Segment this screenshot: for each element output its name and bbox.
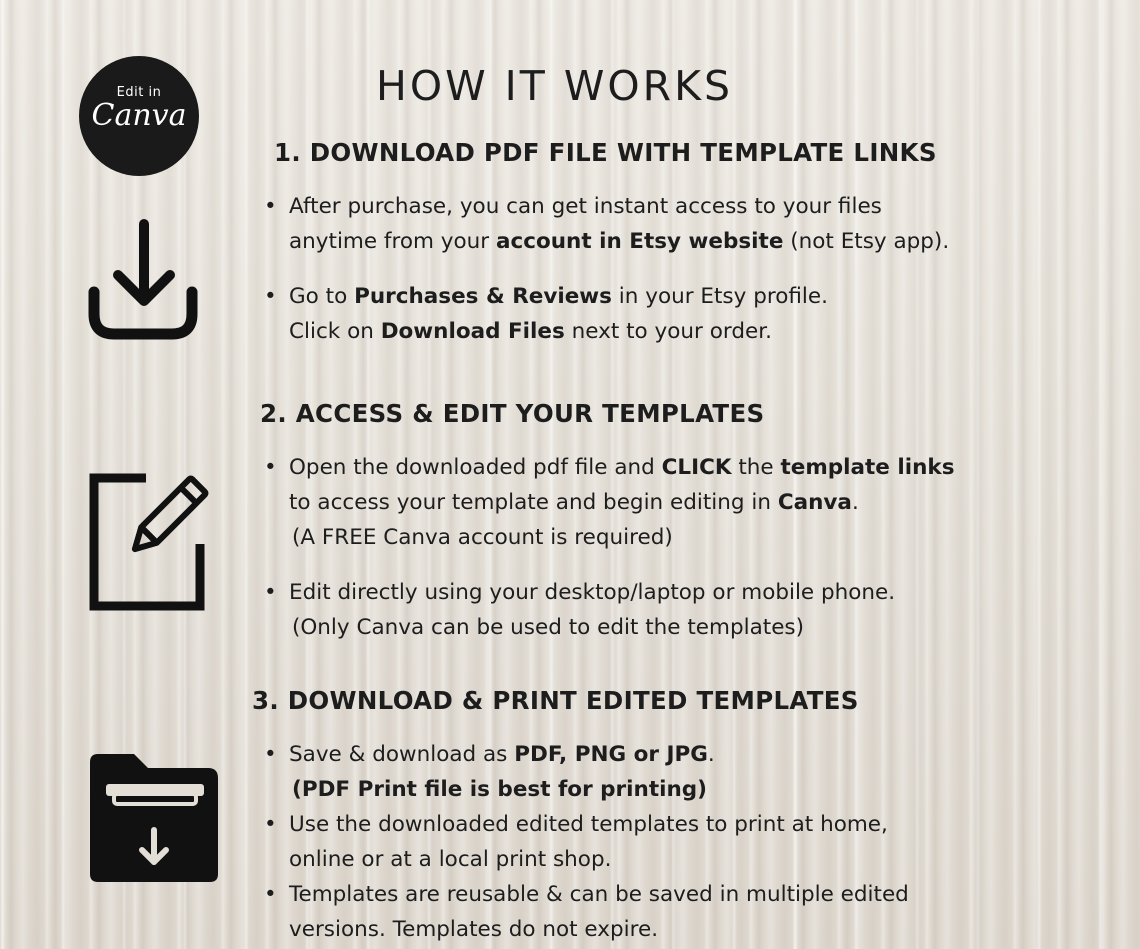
- bullet-line: Templates are reusable & can be saved in multiple edited: [289, 882, 909, 907]
- bullet-line: (A FREE Canva account is required): [292, 525, 673, 550]
- bullet-line: Open the downloaded pdf file and CLICK the template links: [289, 455, 955, 480]
- folder-download-icon: [88, 750, 222, 886]
- section-2-heading: 2. ACCESS & EDIT YOUR TEMPLATES: [260, 399, 765, 428]
- bullet-line: Click on Download Files next to your order.: [289, 319, 772, 344]
- bullet-line: (PDF Print file is best for printing): [292, 777, 708, 802]
- section-1-heading: 1. DOWNLOAD PDF FILE WITH TEMPLATE LINKS: [274, 138, 937, 167]
- bullet-line: After purchase, you can get instant access to your files: [289, 194, 882, 219]
- list-item: • Go to Purchases & Reviews in your Etsy profile. Click on Download Files next to your order.: [262, 279, 949, 349]
- section-3-bullets: [262, 737, 909, 947]
- list-item: • Open the downloaded pdf file and CLICK the template links to access your template and begin editing in Canva. (A FREE Canva account is required): [262, 450, 955, 555]
- bullet-line: to access your template and begin editing in Canva.: [289, 490, 859, 515]
- edit-icon: [86, 470, 210, 616]
- logo-line1: Edit in: [116, 85, 162, 100]
- list-item: • After purchase, you can get instant access to your files anytime from your account in Etsy website (not Etsy app).: [262, 189, 949, 259]
- section-1-bullets: [262, 189, 949, 349]
- section-2-bullets: [262, 450, 955, 645]
- bullet-line: (Only Canva can be used to edit the templates): [292, 615, 805, 640]
- list-item: • Save & download as PDF, PNG or JPG. (PDF Print file is best for printing): [262, 737, 909, 807]
- list-item: • Edit directly using your desktop/laptop or mobile phone. (Only Canva can be used to edit the templates): [262, 575, 955, 645]
- list-item: • Templates are reusable & can be saved in multiple edited versions. Templates do not expire.: [262, 877, 909, 947]
- bullet-line: Go to Purchases & Reviews in your Etsy profile.: [289, 284, 828, 309]
- logo-line2: Canva: [91, 98, 187, 133]
- bullet-line: Edit directly using your desktop/laptop or mobile phone.: [289, 580, 896, 605]
- download-icon: [86, 218, 198, 342]
- edit-in-canva-logo: [79, 56, 199, 176]
- bullet-line: versions. Templates do not expire.: [289, 917, 659, 942]
- bullet-line: Use the downloaded edited templates to print at home,: [289, 812, 888, 837]
- bullet-line: Save & download as PDF, PNG or JPG.: [289, 742, 715, 767]
- list-item: • Use the downloaded edited templates to print at home, online or at a local print shop.: [262, 807, 909, 877]
- bullet-line: anytime from your account in Etsy website (not Etsy app).: [289, 229, 950, 254]
- page-title: HOW IT WORKS: [376, 62, 734, 110]
- section-3-heading: 3. DOWNLOAD & PRINT EDITED TEMPLATES: [252, 686, 859, 715]
- bullet-line: online or at a local print shop.: [289, 847, 612, 872]
